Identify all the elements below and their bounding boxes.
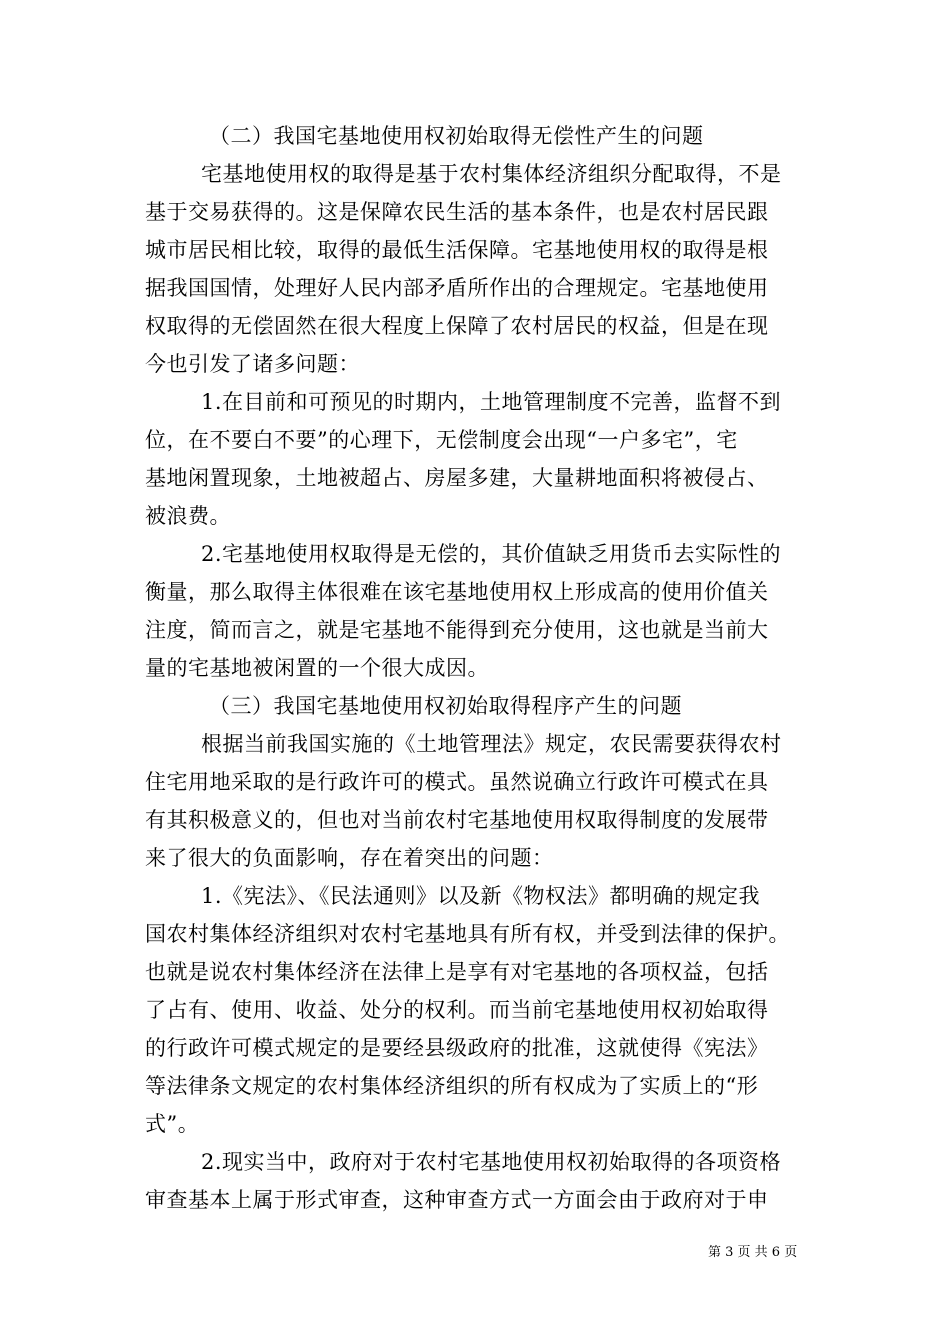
list-item-line: 基地闲置现象，土地被超占、房屋多建，大量耕地面积将被侵占、 — [145, 466, 769, 490]
list-item-line: 1.《宪法》、《民法通则》以及新《物权法》都明确的规定我 — [201, 884, 761, 908]
section-heading-2: （二）我国宅基地使用权初始取得无偿性产生的问题 — [209, 124, 704, 148]
list-item-line: 1.在目前和可预见的时期内，土地管理制度不完善，监督不到 — [201, 390, 782, 414]
list-item-line: 也就是说农村集体经济在法律上是享有对宅基地的各项权益，包括 — [145, 960, 769, 984]
list-item-line: 被浪费。 — [145, 504, 231, 528]
section-heading-3: （三）我国宅基地使用权初始取得程序产生的问题 — [209, 694, 682, 718]
list-item-line: 了占有、使用、收益、处分的权利。而当前宅基地使用权初始取得 — [145, 998, 769, 1022]
paragraph-line: 城市居民相比较，取得的最低生活保障。宅基地使用权的取得是根 — [145, 238, 769, 262]
page-number-footer: 第 3 页 共 6 页 — [708, 1245, 798, 1260]
list-item-line: 衡量，那么取得主体很难在该宅基地使用权上形成高的使用价值关 — [145, 580, 769, 604]
paragraph-line: 有其积极意义的，但也对当前农村宅基地使用权取得制度的发展带 — [145, 808, 769, 832]
paragraph-line: 基于交易获得的。这是保障农民生活的基本条件，也是农村居民跟 — [145, 200, 769, 224]
list-item-line: 国农村集体经济组织对农村宅基地具有所有权，并受到法律的保护。 — [145, 922, 790, 946]
list-item-line: 位，在不要白不要”的心理下，无偿制度会出现“一户多宅”，宅 — [145, 428, 738, 452]
paragraph-line: 据我国国情，处理好人民内部矛盾所作出的合理规定。宅基地使用 — [145, 276, 769, 300]
list-item-line: 量的宅基地被闲置的一个很大成因。 — [145, 656, 489, 680]
paragraph-line: 根据当前我国实施的《土地管理法》规定，农民需要获得农村 — [201, 732, 782, 756]
list-item-line: 的行政许可模式规定的是要经县级政府的批准，这就使得《宪法》 — [145, 1036, 769, 1060]
paragraph-line: 权取得的无偿固然在很大程度上保障了农村居民的权益，但是在现 — [145, 314, 769, 338]
list-item-line: 2.现实当中，政府对于农村宅基地使用权初始取得的各项资格 — [201, 1150, 782, 1174]
list-item-line: 审查基本上属于形式审查，这种审查方式一方面会由于政府对于申 — [145, 1188, 769, 1212]
list-item-line: 2.宅基地使用权取得是无偿的，其价值缺乏用货币去实际性的 — [201, 542, 782, 566]
list-item-line: 等法律条文规定的农村集体经济组织的所有权成为了实质上的“形 — [145, 1074, 759, 1098]
paragraph-line: 今也引发了诸多问题： — [145, 352, 360, 376]
list-item-line: 注度，简而言之，就是宅基地不能得到充分使用，这也就是当前大 — [145, 618, 769, 642]
paragraph-line: 住宅用地采取的是行政许可的模式。虽然说确立行政许可模式在具 — [145, 770, 769, 794]
paragraph-line: 来了很大的负面影响，存在着突出的问题： — [145, 846, 554, 870]
list-item-line: 式”。 — [145, 1112, 200, 1136]
paragraph-line: 宅基地使用权的取得是基于农村集体经济组织分配取得，不是 — [201, 162, 782, 186]
